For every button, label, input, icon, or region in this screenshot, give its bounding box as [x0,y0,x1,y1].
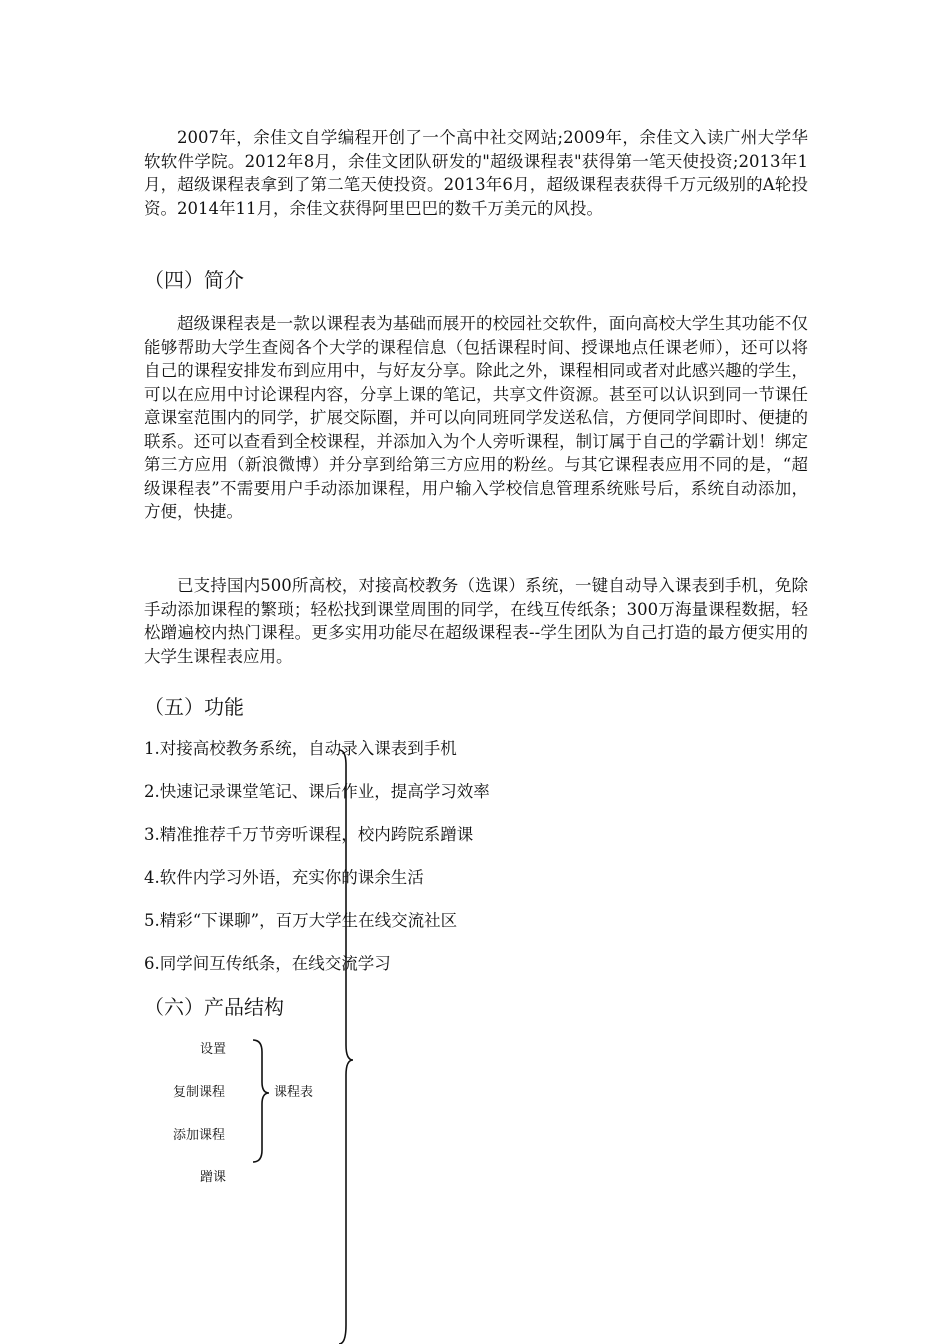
feature-item: 2.快速记录课堂笔记、课后作业，提高学习效率 [144,782,490,801]
structure-root-label: 课程表 [274,1085,314,1100]
section4-paragraph-1: 超级课程表是一款以课程表为基础而展开的校园社交软件，面向高校大学生其功能不仅能够帮助大学生查阅各个大学的课程信息（包括课程时间、授课地点任课老师），还可以将自己的课程安排发布到应用中，与好友分享。除此之外，课程相同或者对此感兴趣的学生，可以在应用中讨论课程内容，分享上课的笔记，共享文件资源。甚至可以认识到同一节课任意课室范围内的同学，扩展交际圈，并可以向同班同学发送私信，方便同学间即时、便捷的联系。还可以查看到全校课程，并添加入为个人旁听课程，制订属于自己的学霸计划！绑定第三方应用（新浪微博）并分享到给第三方应用的粉丝。与其它课程表应用不同的是，“超级课程表”不需要用户手动添加课程，用户输入学校信息管理系统账号后，系统自动添加，方便，快捷。 [144,314,808,521]
structure-item-settings: 设置 [200,1042,227,1057]
feature-item: 3.精准推荐千万节旁听课程，校内跨院系蹭课 [144,825,474,844]
feature-item: 1.对接高校教务系统，自动录入课表到手机 [144,739,457,758]
small-brace [253,1040,269,1162]
intro-paragraph: 2007年，余佳文自学编程开创了一个高中社交网站;2009年，余佳文入读广州大学华软软件学院。2012年8月，余佳文团队研发的"超级课程表"获得第一笔天使投资;2013年1月，超级课程表拿到了第二笔天使投资。2013年6月，超级课程表获得千万元级别的A轮投资。2014年11月，余佳文获得阿里巴巴的数千万美元的风投。 [144,128,808,218]
feature-item: 5.精彩“下课聊”，百万大学生在线交流社区 [144,911,458,930]
feature-item: 4.软件内学习外语，充实你的课余生活 [144,868,424,887]
section5-heading: （五）功能 [144,695,244,719]
section4-paragraph-2: 已支持国内500所高校，对接高校教务（选课）系统，一键自动导入课表到手机，免除手动添加课程的繁琐；轻松找到课堂周围的同学，在线互传纸条；300万海量课程数据，轻松蹭遍校内热门课程。更多实用功能尽在超级课程表--学生团队为自己打造的最方便实用的大学生课程表应用。 [144,576,808,666]
structure-item-copy-course: 复制课程 [173,1085,226,1100]
structure-item-add-course: 添加课程 [173,1128,226,1143]
structure-item-audit-course: 蹭课 [200,1170,227,1185]
section6-heading: （六）产品结构 [144,995,284,1019]
feature-item: 6.同学间互传纸条，在线交流学习 [144,954,391,973]
section4-heading: （四）简介 [144,268,244,292]
